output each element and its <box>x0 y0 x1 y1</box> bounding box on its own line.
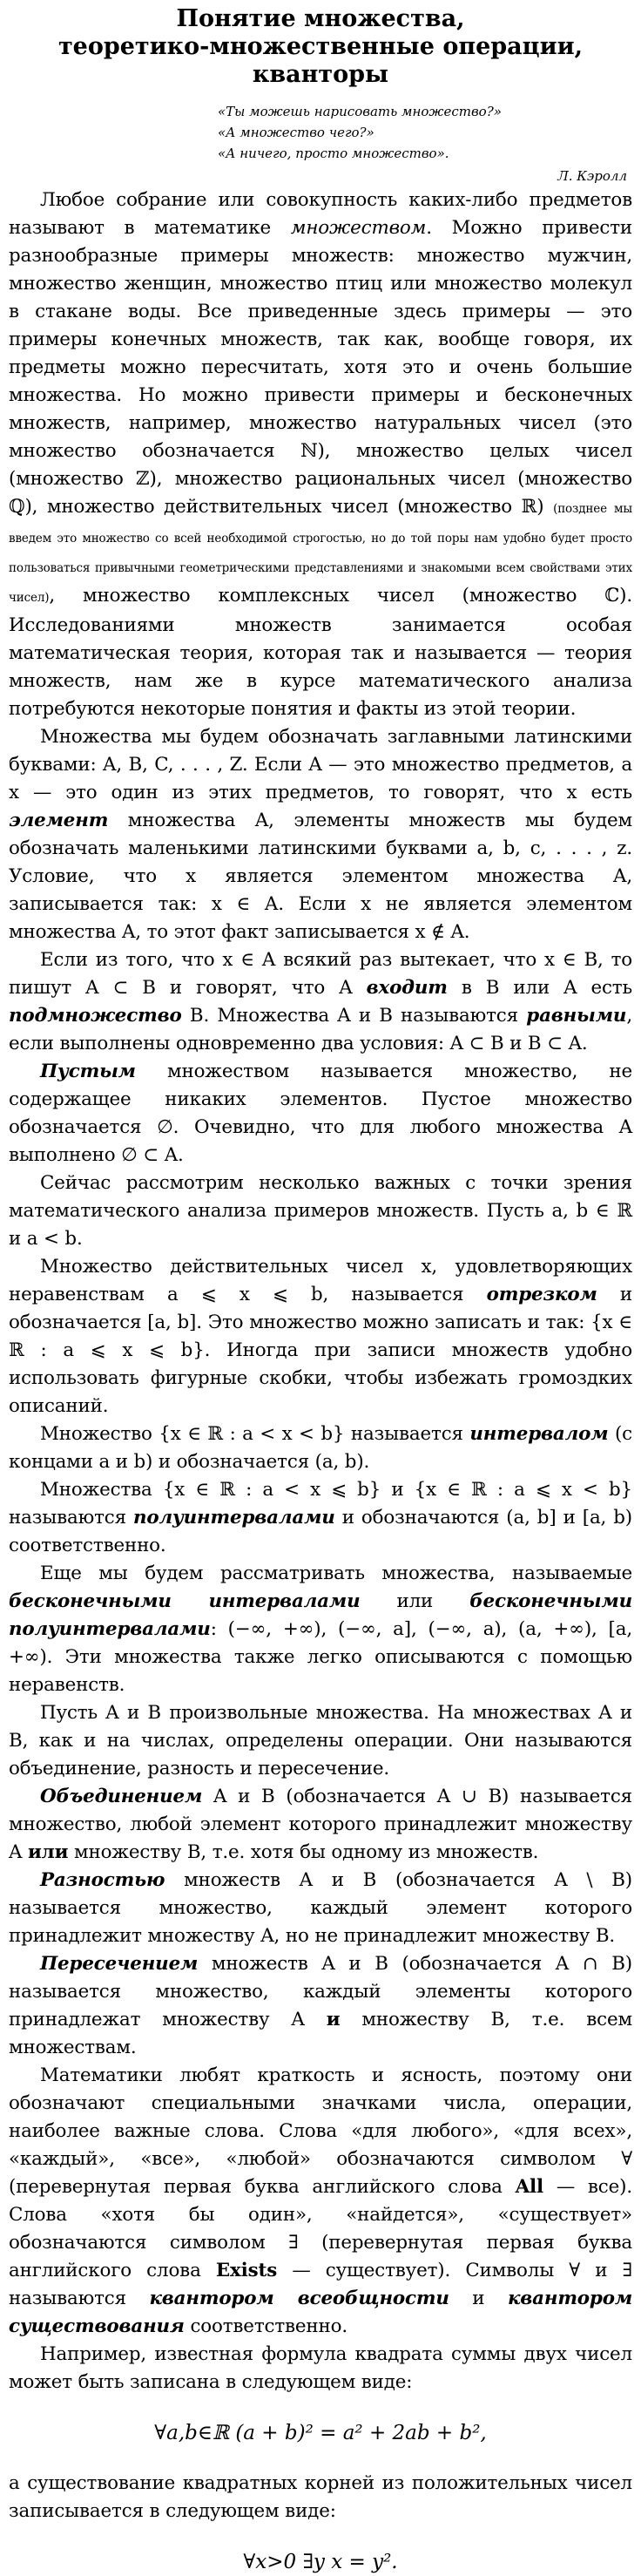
paragraph-infinite-intervals: Еще мы будем рассматривать множества, называемые бесконечными интервалами или бесконечными полуинтервалами: (−∞, +∞), (−∞, a], (−∞, a), (a, +∞), [a, +∞). Эти множества также легко описываются с помощью неравенств. <box>9 1563 632 1696</box>
epigraph <box>218 101 632 164</box>
formula-square-roots: ∀x>0 ∃y x = y². <box>243 2551 398 2573</box>
article-body <box>9 186 632 2576</box>
paragraph-empty-set: Пустым множеством называется множество, не содержащее никаких элементов. Пустое множество обозначается ∅. Очевидно, что для любого множества A выполнено ∅ ⊂ A. <box>9 1061 632 1166</box>
formula-square-of-sum: ∀a,b∈ℝ (a + b)² = a² + 2ab + b², <box>154 2422 487 2444</box>
paragraph-notation: Множества мы будем обозначать заглавными латинскими буквами: A, B, C, . . . , Z. Если A — это множество предметов, а x — это один из этих предметов, то говорят, что x есть элемент множества A, элементы множеств мы будем обозначать маленькими латинскими буквами a, b, c, . . . , z. Условие, что x является элементом множества A, записывается так: x ∈ A. Если x не является элементом множества A, то этот факт записывается x ∉ A. <box>9 726 632 943</box>
paragraph-segment: Множество действительных чисел x, удовлетворяющих неравенствам a ⩽ x ⩽ b, называется отрезком и обозначается [a, b]. Это множество можно записать и так: {x ∈ ℝ : a ⩽ x ⩽ b}. Иногда при записи множеств удобно использовать фигурные скобки, чтобы избежать громоздких описаний. <box>9 1256 632 1417</box>
title-line-2: теоретико-множественные операции, кванторы <box>57 33 584 88</box>
epigraph-author: Л. Кэролл <box>557 168 627 184</box>
paragraph-interval: Множество {x ∈ ℝ : a < x < b} называется интервалом (с концами a и b) и обозначается (a, b). <box>9 1423 632 1473</box>
paragraph-operations: Пусть A и B произвольные множества. На множествах A и B, как и на числах, определены операции. Они называются объединение, разность и пересечение. <box>9 1702 632 1779</box>
paragraph-quantifiers: Математики любят краткость и ясность, поэтому они обозначают специальными значками числа, операции, наиболее важные слова. Слова «для любого», «для всех», «каждый», «все», «любой» обозначаются символом ∀ (перевернутая первая буква английского слова All — все). Слова «хотя бы один», «найдется», «существует» обозначаются символом ∃ (перевернутая первая буква английского слова Exists — существует). Символы ∀ и ∃ называются квантором всеобщности и квантором существования соответственно. <box>9 2064 633 2337</box>
paragraph-union: Объединением A и B (обозначается A ∪ B) называется множество, любой элемент которого принадлежит множеству A или множеству B, т.е. хотя бы одному из множеств. <box>9 1786 632 1863</box>
footnote-remark: (позднее мы введем это множество со всей необходимой строгостью, но до той поры нам удобно будет просто пользоваться привычными геометрическими представлениями и знакомыми всем свойствами этих чисел) <box>9 502 632 605</box>
paragraph-examples: Сейчас рассмотрим несколько важных с точки зрения математического анализа примеров множеств. Пусть a, b ∈ ℝ и a < b. <box>9 1172 632 1250</box>
title-line-1: Понятие множества, <box>176 5 465 32</box>
paragraph-intersection: Пересечением множеств A и B (обозначается A ∩ B) называется множество, каждый элементы которого принадлежат множеству A и множеству B, т.е. всем множествам. <box>9 1953 632 2058</box>
paragraph-example-formula: Например, известная формула квадрата суммы двух чисел может быть записана в следующем виде: <box>9 2343 632 2393</box>
epigraph-line: «А ничего, просто множество». <box>218 146 449 161</box>
paragraph-roots: а существование квадратных корней из положительных чисел записывается в следующем виде: <box>9 2472 632 2522</box>
paragraph-sets-intro: Любое собрание или совокупность каких-либо предметов называют в математике множеством. Можно привести разнообразные примеры множеств: множество мужчин, множество женщин, множество птиц или множество молекул в стакане воды. Все приведенные здесь примеры — это примеры конечных множеств, так как, вообще говоря, их предметы можно пересчитать, хотя это и очень большие множества. Но можно привести примеры и бесконечных множеств, например, множество натуральных чисел (это множество обозначается ℕ), множество целых чисел (множество ℤ), множество рациональных чисел (множество ℚ), множество действительных чисел (множество ℝ) (позднее мы введем это множество со всей необходимой строгостью, но до той поры нам удобно будет просто пользоваться привычными геометрическими представлениями и знакомыми всем свойствами этих чисел), множество комплексных чисел (множество ℂ). Исследованиями множеств занимается особая математическая теория, которая так и называется — теория множеств, нам же в курсе математического анализа потребуются некоторые понятия и факты из этой теории. <box>9 189 632 720</box>
epigraph-line: «А множество чего?» <box>218 125 374 140</box>
paragraph-difference: Разностью множеств A и B (обозначается A \ B) называется множество, каждый элемент которого принадлежит множеству A, но не принадлежит множеству B. <box>9 1869 632 1947</box>
paragraph-subset: Если из того, что x ∈ A всякий раз вытекает, что x ∈ B, то пишут A ⊂ B и говорят, что A входит в B или A есть подмножество B. Множества A и B называются равными, если выполнены одновременно два условия: A ⊂ B и B ⊂ A. <box>9 949 632 1054</box>
page-title <box>9 5 632 89</box>
paragraph-half-interval: Множества {x ∈ ℝ : a < x ⩽ b} и {x ∈ ℝ : a ⩽ x < b} называются полуинтервалами и обозначаются (a, b] и [a, b) соответственно. <box>9 1479 632 1556</box>
epigraph-line: «Ты можешь нарисовать множество?» <box>218 104 502 119</box>
